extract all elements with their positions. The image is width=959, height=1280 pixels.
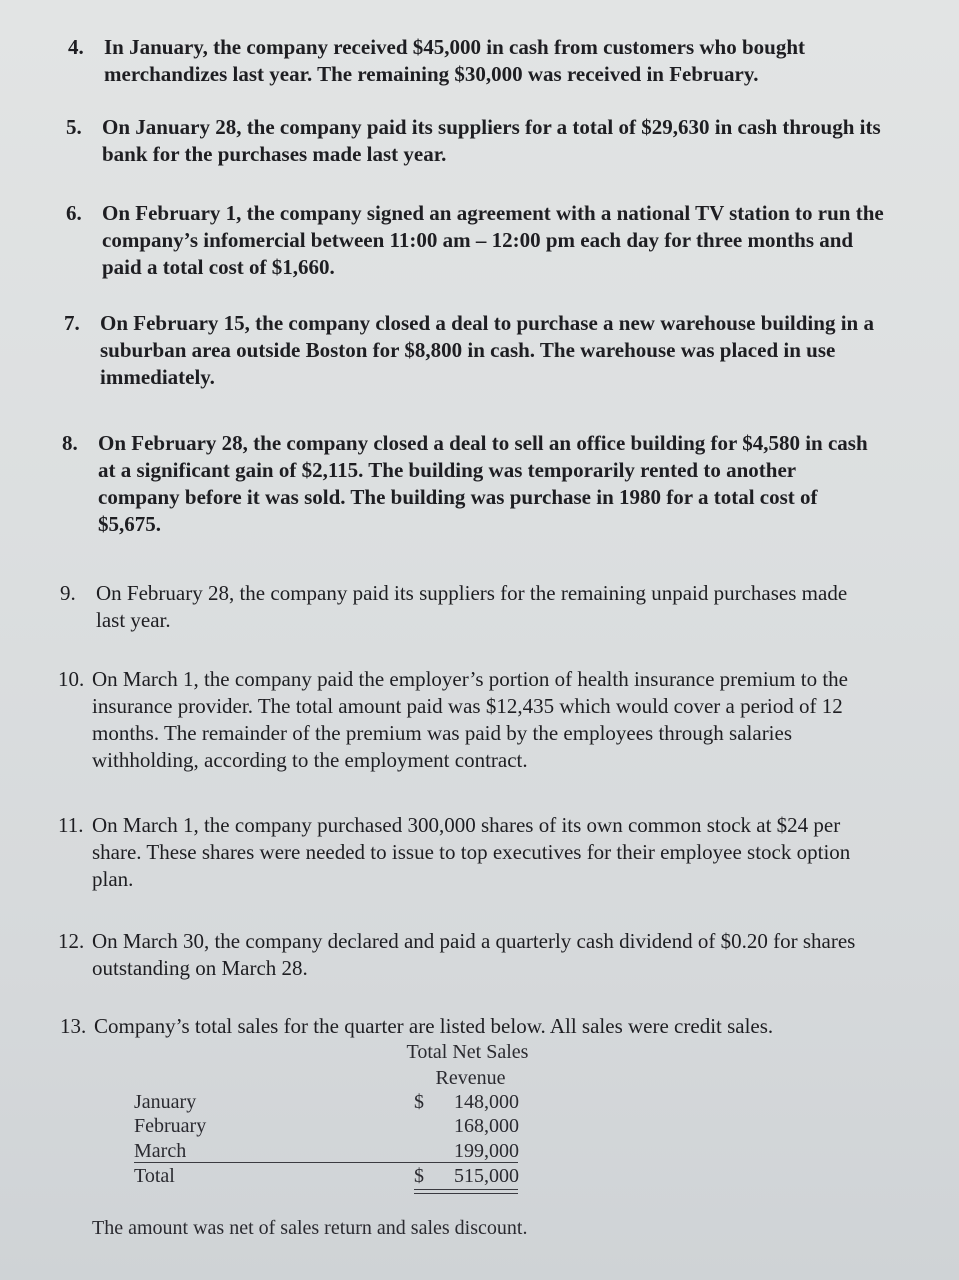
item-9: [60, 580, 880, 634]
item-number: 10.: [58, 667, 85, 691]
currency-symbol: $: [414, 1091, 424, 1113]
item-number: 9.: [60, 581, 76, 605]
item-number: 6.: [66, 201, 82, 225]
item-7: [64, 310, 884, 391]
sales-row-value: 199,000: [454, 1140, 519, 1162]
sales-row-value: 515,000: [454, 1165, 519, 1187]
item-text: On January 28, the company paid its suppliers for a total of $29,630 in cash through its bank for the purchases made last year.: [102, 115, 881, 166]
item-number: 4.: [68, 35, 84, 59]
sales-row-label: February: [134, 1115, 207, 1137]
item-10: [58, 666, 878, 774]
sales-row-value: 168,000: [454, 1115, 519, 1137]
item-text: On February 28, the company closed a deal to sell an office building for $4,580 in cash at a significant gain of $2,115. The building was temporarily rented to another company before it was sold. The building was purchase in 1980 for a total cost of $5,675.: [98, 431, 868, 536]
item-8: [62, 430, 882, 538]
item-11: [58, 812, 878, 893]
item-12: [58, 928, 878, 982]
item-text: On March 1, the company paid the employer’s portion of health insurance premium to the insurance provider. The total amount paid was $12,435 which would cover a period of 12 months. The remainder of the premium was paid by the employees through salaries withholding, according to the employment contract.: [92, 667, 848, 772]
item-number: 7.: [64, 311, 80, 335]
sales-table-subheader: Revenue: [435, 1067, 506, 1089]
item-number: 11.: [58, 813, 84, 837]
sales-row-value: 148,000: [454, 1091, 519, 1113]
item-text: On March 30, the company declared and paid a quarterly cash dividend of $0.20 for shares outstanding on March 28.: [92, 929, 856, 980]
sales-row-label: Total: [134, 1165, 175, 1187]
item-5: [66, 114, 886, 168]
item-4: [68, 34, 888, 88]
item-13: [60, 1013, 900, 1040]
currency-symbol: $: [414, 1165, 424, 1187]
item-number: 8.: [62, 431, 78, 455]
total-double-underline: [414, 1189, 518, 1194]
item-text: On March 1, the company purchased 300,000 shares of its own common stock at $24 per share. These shares were needed to issue to top executives for their employee stock option plan.: [92, 813, 851, 891]
item-text: On February 15, the company closed a deal to purchase a new warehouse building in a suburban area outside Boston for $8,800 in cash. The warehouse was placed in use immediately.: [100, 311, 874, 389]
item-number: 5.: [66, 115, 82, 139]
sales-table-header: Total Net Sales: [406, 1041, 529, 1063]
sales-row-label: March: [134, 1140, 187, 1162]
sales-note: The amount was net of sales return and sales discount.: [92, 1217, 528, 1239]
sales-row-label: January: [134, 1091, 197, 1113]
subtotal-rule: [134, 1162, 518, 1163]
item-text: Company’s total sales for the quarter are listed below. All sales were credit sales.: [94, 1014, 774, 1038]
item-number: 12.: [58, 929, 85, 953]
item-number: 13.: [60, 1014, 87, 1038]
item-text: On February 1, the company signed an agreement with a national TV station to run the company’s infomercial between 11:00 am – 12:00 pm each day for three months and paid a total cost of $1,660.: [102, 201, 884, 279]
item-text: In January, the company received $45,000 in cash from customers who bought merchandizes last year. The remaining $30,000 was received in February.: [104, 35, 805, 86]
item-6: [66, 200, 886, 281]
item-text: On February 28, the company paid its suppliers for the remaining unpaid purchases made last year.: [96, 581, 848, 632]
